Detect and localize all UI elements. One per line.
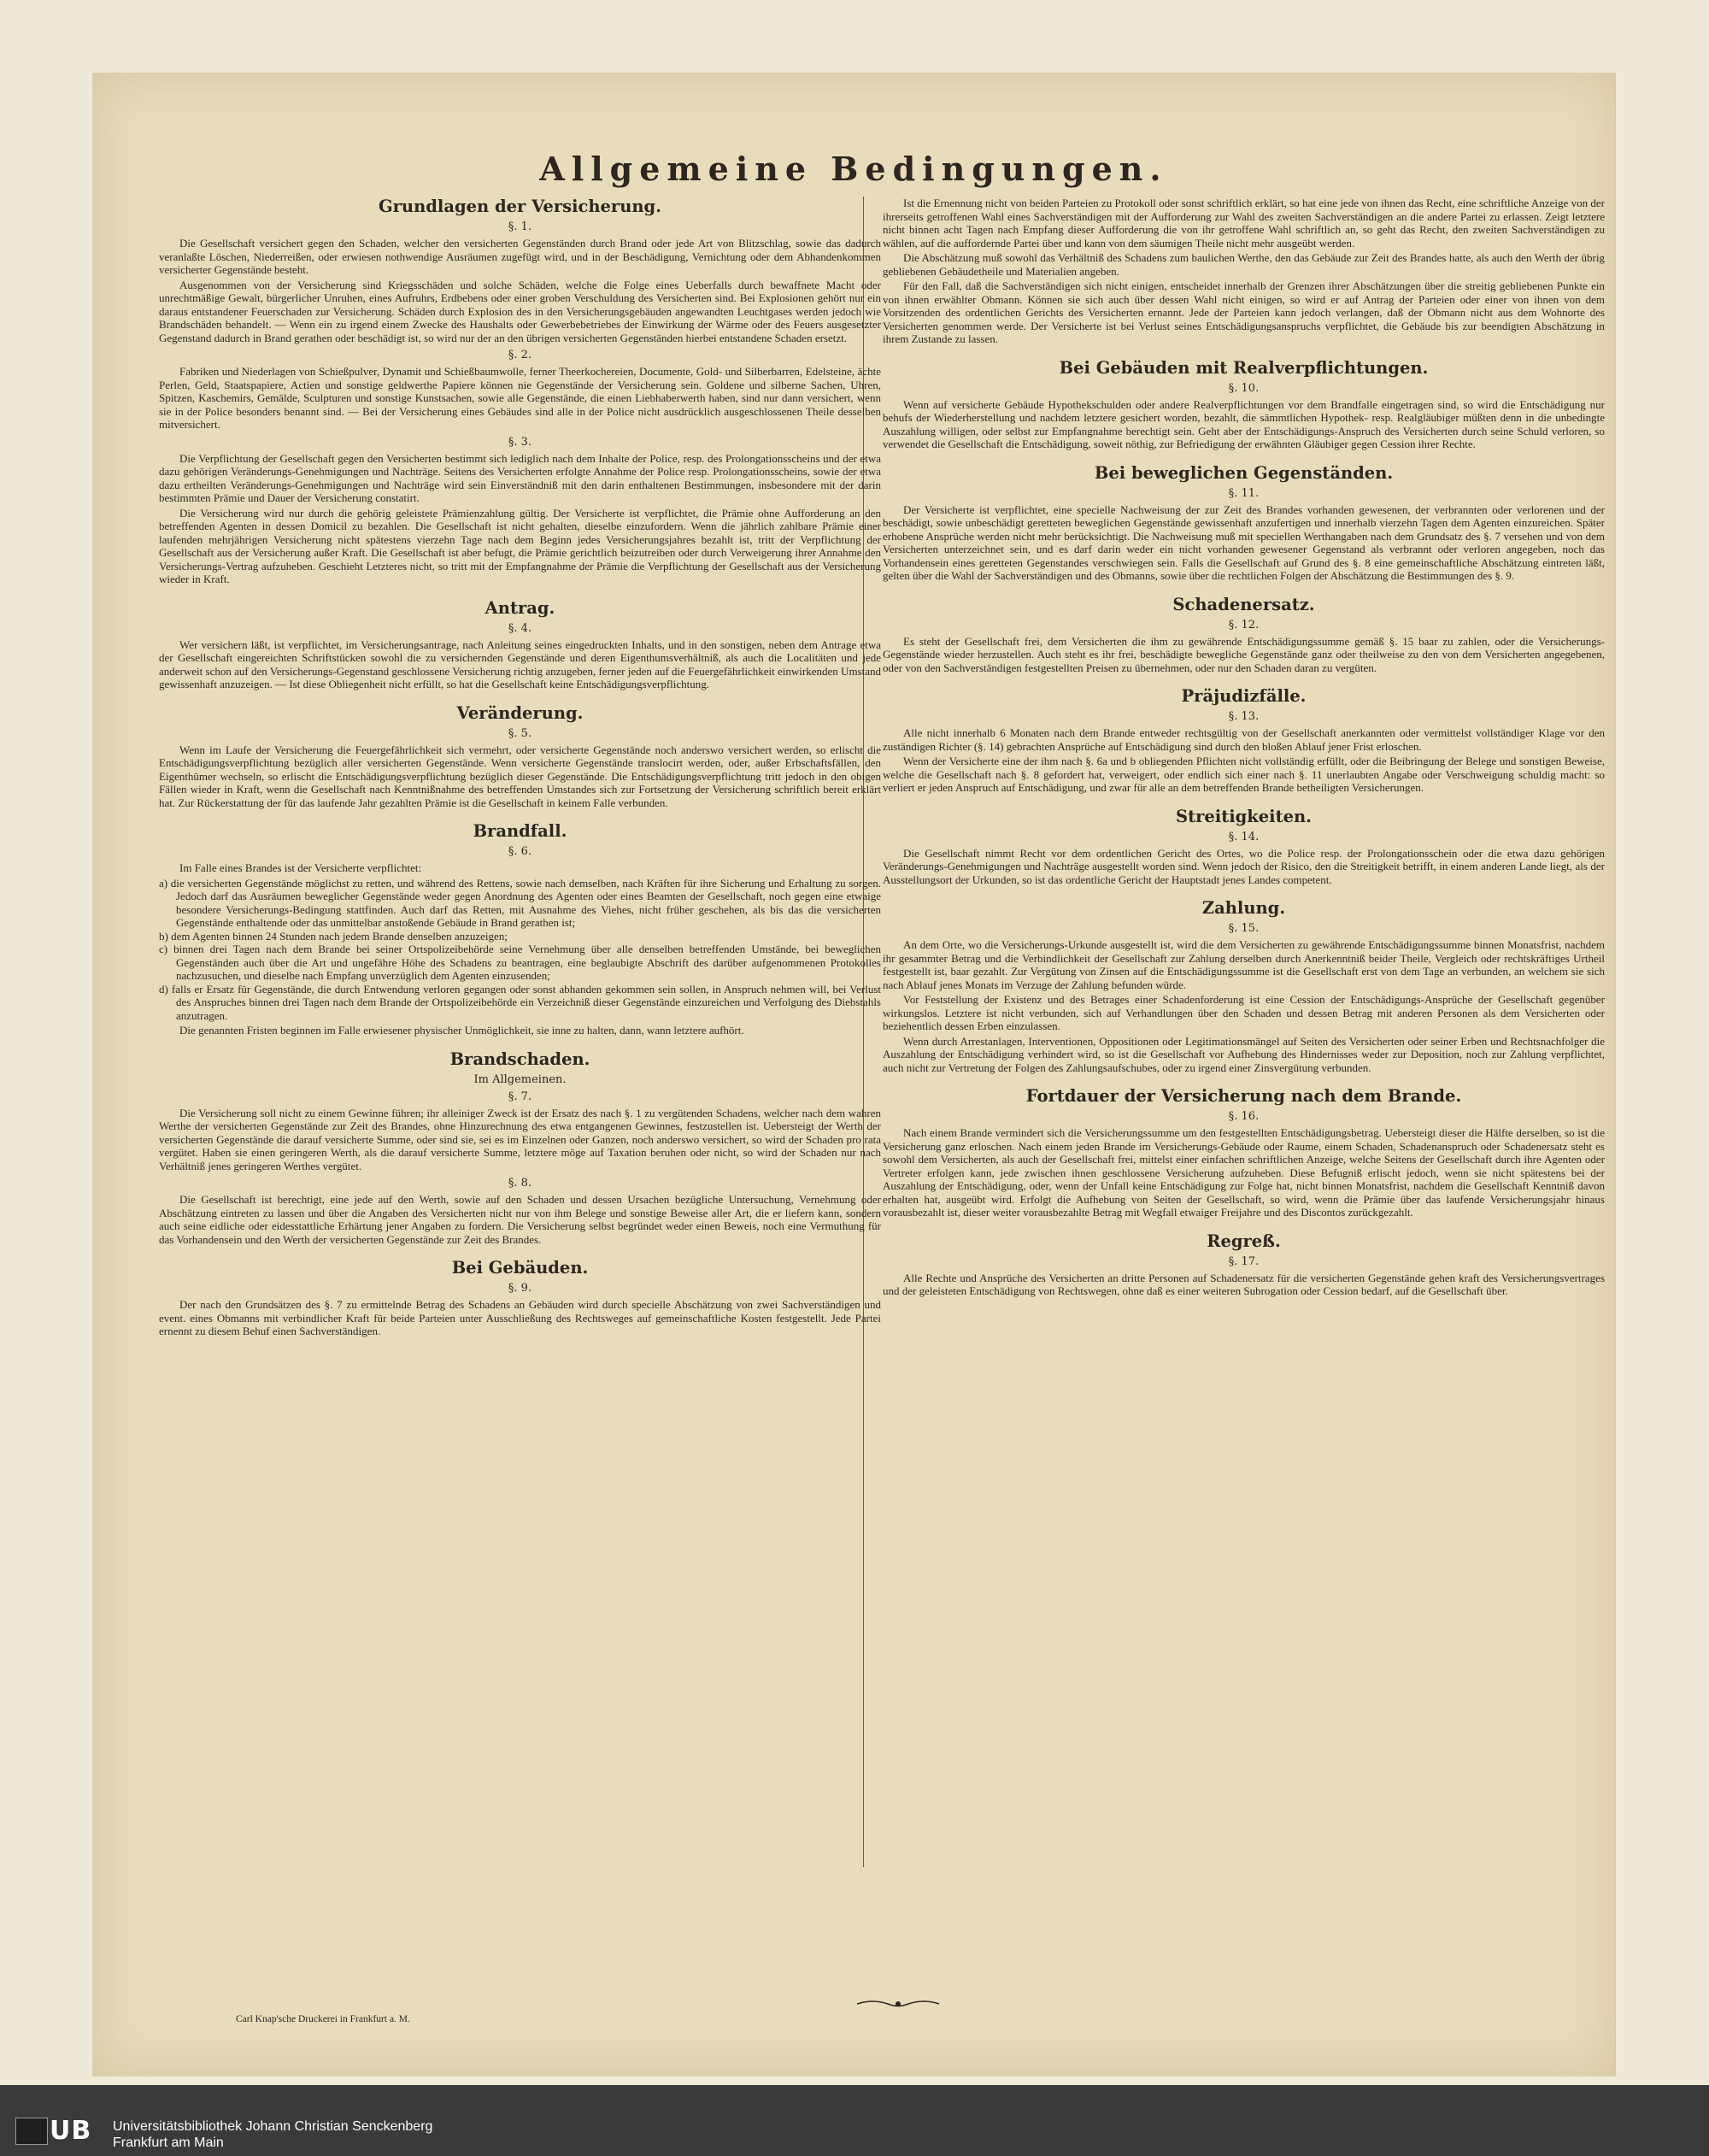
list-item: d) falls er Ersatz für Gegenstände, die durch Entwendung verloren gegangen oder sonst abhanden gekommen sein sollen, in Anspruch nehmen will, bei Verlust des Anspruches binnen drei Tagen nach dem Brande der Ortspolizeibehörde ein Verzeichniß dieser Gegenstände einzureichen und Verfolgung des Diebstahls anzutragen. bbox=[159, 982, 881, 1022]
paragraph-number: §. 8. bbox=[508, 1177, 532, 1190]
list-item: c) binnen drei Tagen nach dem Brande bei seiner Ortspolizeibehörde seine Vernehmung über alle denselben betreffenden Umstände, bei beweglichen Gegenständen auch über die Art und ungefähre Höhe des Schadens zu beantragen, eine beglaubigte Abschrift des darüber aufgenommenen Protokolles nachzusuchen, und dieselbe nach Empfang unverzüglich dem Agenten einzusenden; bbox=[159, 943, 881, 982]
paragraph-number: §. 15. bbox=[1228, 922, 1260, 935]
paragraph: Wenn im Laufe der Versicherung die Feuergefährlichkeit sich vermehrt, oder versicherte Gegenstände noch anderswo versichert werden, so erlischt die Entschädigungsverpflichtung bezüglich aller versicherten Gegenstände. Wenn versicherte Gegenstände translocirt werden, oder, außer Erbschaftsfällen, den Eigenthümer wechseln, so erlischt die Entschädigungsverpflichtung bezüglich dieser Gegenstände. Die Entschädigungsverpflichtung tritt jedoch in den obigen Fällen wieder in Kraft, wenn die Gesellschaft nach Kenntnißnahme des betreffenden Umstandes sich zur Fortsetzung der Versicherung schriftlich bereit erklärt hat. Zur Rückerstattung der für das laufende Jahr gezahlten Prämie ist die Gesellschaft in keinem Falle verbunden. bbox=[159, 743, 881, 809]
paragraph: Der Versicherte ist verpflichtet, eine specielle Nachweisung der zur Zeit des Brandes vorhanden gewesenen, der verbrannten oder verlorenen und der beschädigt, sowie unbeschädigt geretteten beweglichen Gegenstände gewissenhaft anzufertigen und innerhalb vierzehn Tagen dem Agenten einzureichen. Später erhobene Ansprüche werden nicht mehr berücksichtigt. Die Nachweisung muß mit speciellen Werthangaben nach dem Grundsatz des §. 7 versehen und von dem Versicherten unterzeichnet sein, und es darf darin weder ein nicht vorhanden gewesener Gegenstand als verbrannt oder verloren angegeben, noch das Vorhandensein eines geretteten Gegenstandes verschwiegen sein. Falls die Gesellschaft auf Grund des §. 8 eine gemeinschaftliche Abschätzung eintreten läßt, gelten über die Wahl der Sachverständigen und des Obmanns, sowie über die rechtlichen Folgen der Abschätzung die Bestimmungen des §. 9. bbox=[883, 502, 1605, 582]
paragraph-number: §. 13. bbox=[1228, 710, 1260, 723]
paragraph-number: §. 2. bbox=[508, 349, 532, 361]
section-heading: Bei beweglichen Gegenständen. bbox=[1094, 462, 1394, 483]
paragraph-number: §. 11. bbox=[1228, 486, 1260, 500]
paragraph: An dem Orte, wo die Versicherungs-Urkunde ausgestellt ist, wird die dem Versicherten zu gewährende Entschädigungssumme binnen Monatsfrist, nachdem ihr gesammter Betrag und die Verbindlichkeit der Gesellschaft zur Zahlung derselben durch Anerkenntniß beider Theile, Vergleich oder rechtskräftiges Urtheil festgestellt ist, baar gezahlt. Zur Vergütung von Zinsen auf die Entschädigungssumme ist die Gesellschaft erst von dem Tage an verbunden, an welchem sie sich nach Ablauf jenes Monats im Verzuge der Zahlung befunden würde. bbox=[883, 938, 1605, 991]
section-heading: Veränderung. bbox=[456, 702, 584, 723]
paragraph-number: §. 17. bbox=[1228, 1254, 1260, 1268]
section-heading: Präjudizfälle. bbox=[1181, 686, 1307, 706]
paragraph: Für den Fall, daß die Sachverständigen sich nicht einigen, entscheidet innerhalb der Grenzen ihrer Abschätzungen über die streitig gebliebenen Punkte ein von ihnen erwählter Obmann. Können sie sich auch über dessen Wahl nicht einigen, so wird er auf Antrag der Parteien oder einer von ihnen von dem Vorsitzenden des ordentlichen Gerichts des Versicherten ernannt. Jede der Parteien kann jedoch verlangen, daß der Obmann nicht aus dem Wohnorte des Versicherten genommen werde. Der Versicherte ist bei Verlust seines Entschädigungsanspruchs verpflichtet, die Gebäude bis zur beendigten Abschätzung in ihrem Zustande zu lassen. bbox=[883, 279, 1605, 345]
paragraph-number: §. 10. bbox=[1228, 381, 1260, 395]
paragraph: Nach einem Brande vermindert sich die Versicherungssumme um den festgestellten Entschädigungsbetrag. Uebersteigt dieser die Hälfte derselben, so ist die Versicherung ganz erloschen. Nach einem jeden Brande im Versicherungs-Gebäude oder Raume, einem Schaden, Schadenanspruch oder Schadenersatz steht es sowohl dem Versicherten, als auch der Gesellschaft frei, mittelst einer einfachen schriftlichen Anzeige, welche Seitens der Gesellschaft durch ihre Agenten oder Vertreter erfolgen kann, jede zwischen ihnen geschlossene Versicherung aufzuheben. Diese Befugniß erlischt jedoch, wenn sie nicht spätestens bei der Auszahlung der Entschädigung, oder, wenn der Unfall keine Entschädigung zur Folge hat, nicht binnen Monatsfrist, nachdem die Gesellschaft Kenntniß davon erhalten hat, ausgeübt wird. Erfolgt die Aufhebung von Seiten der Gesellschaft, so wird, wenn die Prämie über das laufende Versicherungsjahr hinaus vorausbezahlt ist, dieser weiter vorausbezahlte Betrag mit Wegfall etwaiger Freijahre und des Discontos zurückgezahlt. bbox=[883, 1126, 1605, 1219]
paragraph-number: §. 9. bbox=[508, 1282, 532, 1295]
paragraph: Die Gesellschaft ist berechtigt, eine jede auf den Werth, sowie auf den Schaden und dessen Ursachen bezügliche Untersuchung, Vernehmung oder Abschätzung eintreten zu lassen und über die Angaben des Versicherten nicht nur von ihm Belege und sonstige Beweise aller Art, die er liefern kann, sondern auch seine eidliche oder eidesstattliche Erhärtung jener Angaben zu fordern. Die Versicherung selbst begründet weder einen Beweis, noch eine Vermuthung für das Vorhandensein und den Werth der versicherten Gegenstände zur Zeit des Brandes. bbox=[159, 1193, 881, 1246]
paragraph: Die Gesellschaft nimmt Recht vor dem ordentlichen Gericht des Ortes, wo die Police resp. der Prolongationsschein oder die etwa dazu gehörigen Veränderungs-Genehmigungen und Nachträge ausgestellt worden sind. Wenn jedoch der Risico, den die Streitigkeit betrifft, in einem anderen Lande liegt, als der Ausstellungsort der Urkunden, so ist das ordentliche Gericht der Hauptstadt jenes Landes competent. bbox=[883, 846, 1605, 886]
section-heading: Bei Gebäuden. bbox=[451, 1258, 589, 1278]
section-heading: Schadenersatz. bbox=[1172, 594, 1315, 614]
paragraph: Im Falle eines Brandes ist der Versicherte verpflichtet: bbox=[179, 861, 422, 874]
paragraph-number: §. 16. bbox=[1228, 1110, 1260, 1123]
paragraph: Die genannten Fristen beginnen im Falle erwiesener physischer Unmöglichkeit, sie inne zu halten, dann, wann letztere aufhört. bbox=[179, 1024, 744, 1037]
paragraph: Wenn durch Arrestanlagen, Interventionen, Oppositionen oder Legitimationsmängel auf Seiten des Versicherten oder seiner Erben und Rechtsnachfolger die Auszahlung der Entschädigung verhindert wird, so ist die Gesellschaft vor Aufhebung des Hindernisses weder zur Deposition, noch zur Zahlung verpflichtet, auch nicht zur Vertretung der Folgen des Zahlungsaufschubes, oder zu irgend einer Zinsvergütung verbunden. bbox=[883, 1034, 1605, 1074]
paragraph: Wer versichern läßt, ist verpflichtet, im Versicherungsantrage, nach Anleitung seines eingedruckten Inhalts, und in den sonstigen, neben dem Antrage etwa der Gesellschaft eingereichten Schriftstücken sowohl die zu versichernden Gegenstände und deren Eigenthumsverhältniß, als auch die Localitäten und jede anderweit schon auf den Versicherungs-Gegenstand geschlossene Versicherung richtig anzugeben, ferner jeden auf die Feuergefährlichkeit einwirkenden Umstand gewissenhaft anzuzeigen. — Ist diese Obliegenheit nicht erfüllt, so hat die Gesellschaft keine Entschädigungsverpflichtung. bbox=[159, 637, 881, 690]
document-title: Allgemeine Bedingungen. bbox=[539, 150, 1168, 188]
library-city: Frankfurt am Main bbox=[113, 2135, 224, 2150]
paragraph-number: §. 4. bbox=[508, 621, 532, 635]
paragraph-number: §. 6. bbox=[508, 845, 532, 858]
paragraph-number: §. 1. bbox=[508, 220, 532, 233]
obligation-list bbox=[159, 877, 881, 1023]
paragraph-number: §. 14. bbox=[1228, 830, 1260, 843]
section-heading: Zahlung. bbox=[1201, 898, 1286, 918]
library-name: Universitätsbibliothek Johann Christian Senckenberg bbox=[113, 2119, 433, 2134]
document-sheet bbox=[92, 73, 1616, 2077]
ornament-icon bbox=[855, 1997, 941, 2011]
paragraph-number: §. 7. bbox=[508, 1090, 532, 1103]
subsection-heading: Im Allgemeinen. bbox=[473, 1072, 567, 1086]
section-heading: Brandfall. bbox=[473, 821, 567, 841]
list-item: a) die versicherten Gegenstände möglichst zu retten, und während des Rettens, sowie nach demselben, nach Kräften für ihre Sicherung und Erhaltung zu sorgen. Jedoch darf das Ausräumen beweglicher Gegenstände weder gegen Anordnung des Agenten oder eines Beamten der Gesellschaft, noch gegen eine etwaige besondere Versicherungs-Bedingung stattfinden. Auch darf das Retten, mit Ausnahme des Viehes, nicht früher geschehen, als bis das die versicherten Gegenstände enthaltende oder das unmittelbar anstoßende Gebäude in Brand gerathen ist; bbox=[159, 876, 881, 929]
paragraph: Die Verpflichtung der Gesellschaft gegen den Versicherten bestimmt sich lediglich nach dem Inhalte der Police, resp. des Prolongationsscheins und der etwa dazu gehörigen Veränderungs-Genehmigungen und Nachträge. Seitens des Versicherten erfolgte Annahme der Police resp. Prolongationsscheins, sowie der etwa dazu ertheilten Veränderungs-Genehmigungen und Nachträge wird sein Einverständniß mit den darin enthaltenen Bestimmungen, insbesondere mit der darin bestimmten Prämie und Dauer der Versicherung constatirt. bbox=[159, 451, 881, 504]
paragraph: Die Versicherung wird nur durch die gehörig geleistete Prämienzahlung gültig. Der Versicherte ist verpflichtet, die Prämie ohne Aufforderung an den betreffenden Agenten in dessen Domicil zu bezahlen. Die Gesellschaft ist nicht gehalten, dieselbe einzufordern. Wenn die jährlich zahlbare Prämie einer laufenden mehrjährigen Versicherung nicht spätestens vierzehn Tage nach dem Beginn jedes Versicherungsjahres bezahlt ist, tritt der Verpflichtung der Gesellschaft aus der Versicherung außer Kraft. Die Gesellschaft ist aber befugt, die Prämie gerichtlich beizutreiben oder durch Verweigerung ihrer Annahme den Versicherungs-Vertrag aufzuheben. Geschieht Letzteres nicht, so tritt mit der Empfangnahme der Prämie die Verpflichtung der Gesellschaft aus der Versicherung wieder in Kraft. bbox=[159, 506, 881, 585]
paragraph-number: §. 3. bbox=[508, 435, 532, 449]
paragraph: Alle nicht innerhalb 6 Monaten nach dem Brande entweder rechtsgültig von der Gesellschaft anerkannten oder vermittelst vollständiger Klage vor den zuständigen Richter (§. 14) gebrachten Ansprüche auf Entschädigung sind durch den bloßen Ablauf jener Frist erloschen. bbox=[883, 726, 1605, 753]
list-item: b) dem Agenten binnen 24 Stunden nach jedem Brande denselben anzuzeigen; bbox=[159, 929, 508, 943]
section-heading: Regreß. bbox=[1207, 1231, 1281, 1251]
paragraph: Die Abschätzung muß sowohl das Verhältniß des Schadens zum baulichen Werthe, den das Gebäude zur Zeit des Brandes hatte, als auch den Werth der übrig gebliebenen Gebäudetheile und Materialien angeben. bbox=[883, 251, 1605, 278]
paragraph: Vor Feststellung der Existenz und des Betrages einer Schadenforderung ist eine Cession der Entschädigungs-Ansprüche der Gesellschaft gegenüber wirkungslos. Letztere ist nicht verbunden, sich auf Verhandlungen über den Schaden und dessen Betrag mit anderen Personen als dem Versicherten oder beziehentlich dessen Erben einzulassen. bbox=[883, 993, 1605, 1032]
paragraph-number: §. 12. bbox=[1228, 618, 1260, 632]
left-column bbox=[159, 197, 881, 1340]
library-logo: UB bbox=[50, 2116, 92, 2146]
section-heading: Streitigkeiten. bbox=[1176, 806, 1312, 826]
library-logo-icon bbox=[15, 2118, 48, 2145]
section-heading: Bei Gebäuden mit Realverpflichtungen. bbox=[1059, 357, 1429, 378]
section-heading: Antrag. bbox=[485, 597, 555, 618]
paragraph: Der nach den Grundsätzen des §. 7 zu ermittelnde Betrag des Schadens an Gebäuden wird durch specielle Abschätzung von zwei Sachverständigen und event. eines Obmanns mit verbindlicher Kraft für beide Parteien unter Ausschließung des Rechtsweges auf gemeinschaftliche Kosten festgestellt. Jede Partei ernennt zu diesem Behuf einen Sachverständigen. bbox=[159, 1298, 881, 1337]
section-heading: Brandschaden. bbox=[449, 1049, 590, 1069]
printer-imprint: Carl Knap'sche Druckerei in Frankfurt a. M. bbox=[236, 2014, 410, 2024]
paragraph: Ist die Ernennung nicht von beiden Parteien zu Protokoll oder sonst schriftlich erklärt, so hat eine jede von ihnen das Recht, eine schriftliche Anzeige von der ihrerseits getroffenen Wahl eines Sachverständigen mit der Aufforderung zur Wahl des zweiten Sachverständigen an die andere Partei zu erlassen. Zeigt letztere nicht binnen acht Tagen nach Empfang dieser Aufforderung die von ihr getroffene Wahl schriftlich an, so geht das Recht, den zweiten Sachverständigen zu wählen, auf die auffordernde Partei über und kann von dem säumigen Theile nicht mehr ausgeübt werden. bbox=[883, 197, 1605, 250]
right-column bbox=[883, 197, 1605, 1300]
paragraph: Die Gesellschaft versichert gegen den Schaden, welcher den versicherten Gegenständen durch Brand oder jede Art von Blitzschlag, sowie das dadurch veranlaßte Löschen, Niederreißen, oder erwiesen nothwendige Ausräumen zugefügt wird, und in der Beschädigung, Vernichtung oder dem Abhandenkommen versicherter Gegenstände besteht. bbox=[159, 237, 881, 276]
paragraph-number: §. 5. bbox=[508, 726, 532, 740]
paragraph: Wenn der Versicherte eine der ihm nach §. 6a und b obliegenden Pflichten nicht vollständig erfüllt, oder die Beibringung der Belege und sonstigen Beweise, welche die Gesellschaft nach §. 8 gefordert hat, verweigert, oder endlich sich einer nach §. 11 unerlaubten Angabe oder Verschweigung schuldig macht: so verliert er jeden Anspruch auf Entschädigung, und zwar für alle an dem betreffenden Brande betheiligten Versicherungen. bbox=[883, 755, 1605, 794]
paragraph: Ausgenommen von der Versicherung sind Kriegsschäden und solche Schäden, welche die Folge eines Ueberfalls durch bewaffnete Macht oder unrechtmäßige Gewalt, bürgerlicher Unruhen, eines Aufruhrs, Erdbebens oder einer groben Verschuldung des Versicherten sind. Bei Explosionen gehört nur ein daraus entstandener Feuerschaden zur Versicherung. Schäden durch Explosion des in den Versicherungsgebäuden angewandten Leuchtgases werden jedoch wie Brandschäden behandelt. — Wenn ein zu irgend einem Zwecke des Haushalts oder Gewerbebetriebes der Einwirkung der Wärme oder des Feuers ausgesetzter Gegenstand dadurch in Brand gerathen oder beschädigt ist, so wird nur der an den übrigen versicherten Gegenständen hierbei entstandene Schaden ersetzt. bbox=[159, 278, 881, 344]
paragraph: Wenn auf versicherte Gebäude Hypothekschulden oder andere Realverpflichtungen vor dem Brandfalle eingetragen sind, so wird die Entschädigung nur behufs der Wiederherstellung und nachdem letztere gesichert worden, bezahlt, die sämmtlichen Hypothek- resp. Realgläubiger müßten denn in die unbedingte Auszahlung willigen, oder selbst zur Empfangnahme berechtigt sein. Geht aber der Entschädigungs-Anspruch des Versicherten durch seine Schuld verloren, so verwendet die Gesellschaft die Entschädigung, soweit nöthig, zur Befriedigung der erwähnten Gläubiger gegen Cession ihrer Rechte. bbox=[883, 397, 1605, 450]
paragraph: Die Versicherung soll nicht zu einem Gewinne führen; ihr alleiniger Zweck ist der Ersatz des nach §. 1 zu vergütenden Schadens, welcher nach dem wahren Werthe der versicherten Gegenstände zur Zeit des Brandes, ohne Hinzurechnung des etwa entgangenen Gewinnes, festzustellen ist. Uebersteigt der Werth der versicherten Gegenstände die darauf versicherte Summe, oder sind sie, sei es im Einzelnen oder Ganzen, noch anderswo versichert, so wird der Schaden pro rata vergütet. Haben sie einen geringeren Werth, als die darauf versicherte Summe, letztere möge auf Taxation beruhen oder nicht, so wird der Schaden nur nach Verhältniß jenes geringeren Werthes vergütet. bbox=[159, 1106, 881, 1172]
paragraph: Fabriken und Niederlagen von Schießpulver, Dynamit und Schießbaumwolle, ferner Theerkochereien, Documente, Gold- und Silberbarren, Edelsteine, ächte Perlen, Geld, Staatspapiere, Actien und sonstige geldwerthe Papiere können nie Gegenstände der Versicherung sein. Goldene und silberne Sachen, Uhren, Spitzen, Kaschemirs, Gemälde, Sculpturen und sonstige Kunstsachen, sowie alle Gegenstände, die einen Liebhaberwerth haben, sind nur dann versichert, wenn sie in der Police besonders benannt sind. — Bei der Versicherung eines Gebäudes sind alle in der Police nicht ausdrücklich ausgeschlossenen Theile desselben mitversichert. bbox=[159, 365, 881, 431]
paragraph: Alle Rechte und Ansprüche des Versicherten an dritte Personen auf Schadenersatz für die versicherten Gegenstände gehen kraft des Versicherungsvertrages und der geleisteten Entschädigung von Rechtswegen, ohne daß es einer weiteren Subrogation oder Cession bedarf, auf die Gesellschaft über. bbox=[883, 1271, 1605, 1297]
paragraph: Es steht der Gesellschaft frei, dem Versicherten die ihm zu gewährende Entschädigungssumme gemäß §. 15 baar zu zahlen, oder die Versicherungs-Gegenstände wieder herzustellen. Auch steht es ihr frei, beschädigte bewegliche Gegenstände ganz oder theilweise zu den von dem Versicherten angegebenen, oder von den Sachverständigen festgestellten Preisen zu übernehmen, oder nur den Schaden daran zu vergüten. bbox=[883, 634, 1605, 674]
section-heading: Grundlagen der Versicherung. bbox=[379, 197, 661, 216]
section-heading: Fortdauer der Versicherung nach dem Brande. bbox=[1025, 1086, 1462, 1106]
